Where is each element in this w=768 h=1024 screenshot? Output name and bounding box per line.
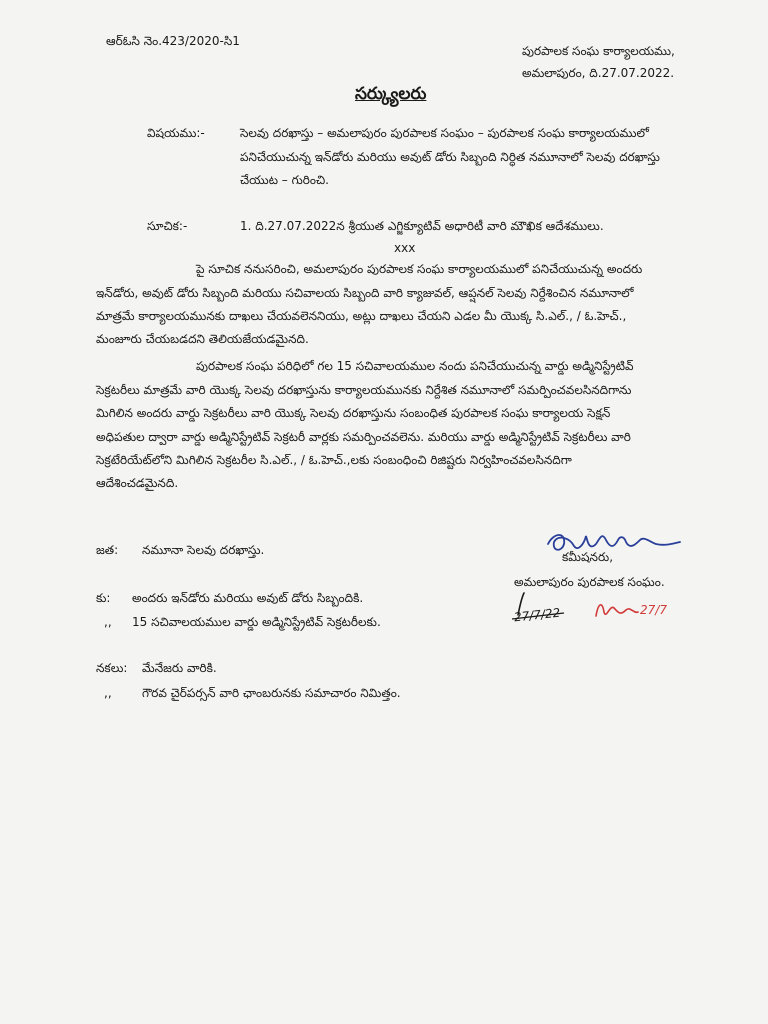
blue-initial-date: 27/7/22 bbox=[513, 605, 561, 625]
to-label: కు: bbox=[96, 591, 111, 605]
copy-item-1: మేనేజరు వారికి. bbox=[142, 661, 217, 675]
separator: xxx bbox=[394, 241, 416, 255]
enclosure-text: నమూనా సెలవు దరఖాస్తు. bbox=[142, 543, 265, 557]
reference-number: ఆర్‌ఓసి నెం.423/2020-సి1 bbox=[106, 34, 240, 48]
para2-line-3: మిగిలిన అందరు వార్డు సెక్రటరీలు వారి యొక్క సెలవు దరఖాస్తును సంబంధిత పురపాలక సంఘ కార్యాలయ సెక్షన్ bbox=[96, 406, 611, 420]
subject-line-1: సెలవు దరఖాస్తు – అమలాపురం పురపాలక సంఘం – పురపాలక సంఘ కార్యాలయములో bbox=[240, 126, 649, 140]
para2-line-1: పురపాలక సంఘ పరిధిలో గల 15 సచివాలయముల నందు పనిచేయుచున్న వార్డు అడ్మినిస్ట్రేటివ్ bbox=[196, 359, 634, 373]
subject-line-3: చేయుట – గురించి. bbox=[240, 173, 329, 187]
subject-label: విషయము:- bbox=[147, 126, 205, 140]
para2-line-4: అధిపతుల ద్వారా వార్డు అడ్మినిస్ట్రేటివ్ సెక్రటరీ వార్లకు సమర్పించవలెను. మరియు వార్డు అడ్మినిస్ట్రేటివ్ సెక్రటరీలు వారి bbox=[96, 430, 631, 444]
reference-label: సూచిక:- bbox=[147, 219, 188, 233]
enclosure-label: జత: bbox=[96, 543, 119, 557]
reference-text: 1. ది.27.07.2022న శ్రీయుత ఎగ్జిక్యూటివ్ అధారిటీ వారి మౌఖిక ఆదేశములు. bbox=[240, 219, 604, 233]
to-item-1: అందరు ఇన్‌డోరు మరియు అవుట్ డోరు సిబ్బందికి. bbox=[132, 591, 364, 605]
para1-line-4: మంజూరు చేయబడదని తెలియజేయడమైనది. bbox=[96, 332, 309, 346]
para1-line-2: ఇన్‌డోరు, అవుట్ డోరు సిబ్బంది మరియు సచివాలయ సిబ్బంది వారి క్యాజువల్, ఆప్షనల్ సెలవు నిర్దేశించిన నమూనాలో bbox=[96, 286, 634, 300]
signatory-designation: కమీషనరు, bbox=[562, 550, 614, 564]
place-date: అమలాపురం, ది.27.07.2022. bbox=[522, 66, 675, 80]
red-initial-date: 27/7 bbox=[640, 603, 667, 617]
signatory-office: అమలాపురం పురపాలక సంఘం. bbox=[514, 575, 665, 589]
para2-line-2: సెక్రటరీలు మాత్రమే వారి యొక్క సెలవు దరఖాస్తును కార్యాలయమునకు నిర్దేశిత నమూనాలో సమర్పించవలసినదిగాను bbox=[96, 383, 632, 397]
to-ditto: ,, bbox=[104, 615, 112, 629]
para1-line-3: మాత్రమే కార్యాలయమునకు దాఖలు చేయవలెననియు, అట్లు దాఖలు చేయని ఎడల మీ యొక్క సి.ఎల్., / ఓ.హెచ్., bbox=[96, 309, 627, 323]
para2-line-5: సెక్రటేరియేట్‌లోని మిగిలిన సెక్రటరీల సి.ఎల్., / ఓ.హెచ్.,లకు సంబంధించి రిజిష్టరు నిర్వహించవలసినదిగా bbox=[96, 453, 572, 467]
office-name: పురపాలక సంఘ కార్యాలయము, bbox=[522, 44, 675, 58]
subject-line-2: పనిచేయుచున్న ఇన్‌డోరు మరియు అవుట్ డోరు సిబ్బంది నిర్ధిత నమూనాలో సెలవు దరఖాస్తు bbox=[240, 150, 660, 164]
para2-line-6: ఆదేశించడమైనది. bbox=[96, 476, 179, 490]
copy-item-2: గౌరవ చైర్‌పర్సన్ వారి ఛాంబరునకు సమాచారం నిమిత్తం. bbox=[142, 686, 401, 700]
para1-line-1: పై సూచిక ననుసరించి, అమలాపురం పురపాలక సంఘ కార్యాలయములో పనిచేయుచున్న అందరు bbox=[196, 262, 643, 276]
copy-label: నకలు: bbox=[96, 661, 128, 675]
copy-ditto: ,, bbox=[104, 686, 112, 700]
document-title: సర్క్యులరు bbox=[355, 84, 427, 104]
to-item-2: 15 సచివాలయముల వార్డు అడ్మినిస్ట్రేటివ్ సెక్రటరీలకు. bbox=[132, 615, 381, 629]
